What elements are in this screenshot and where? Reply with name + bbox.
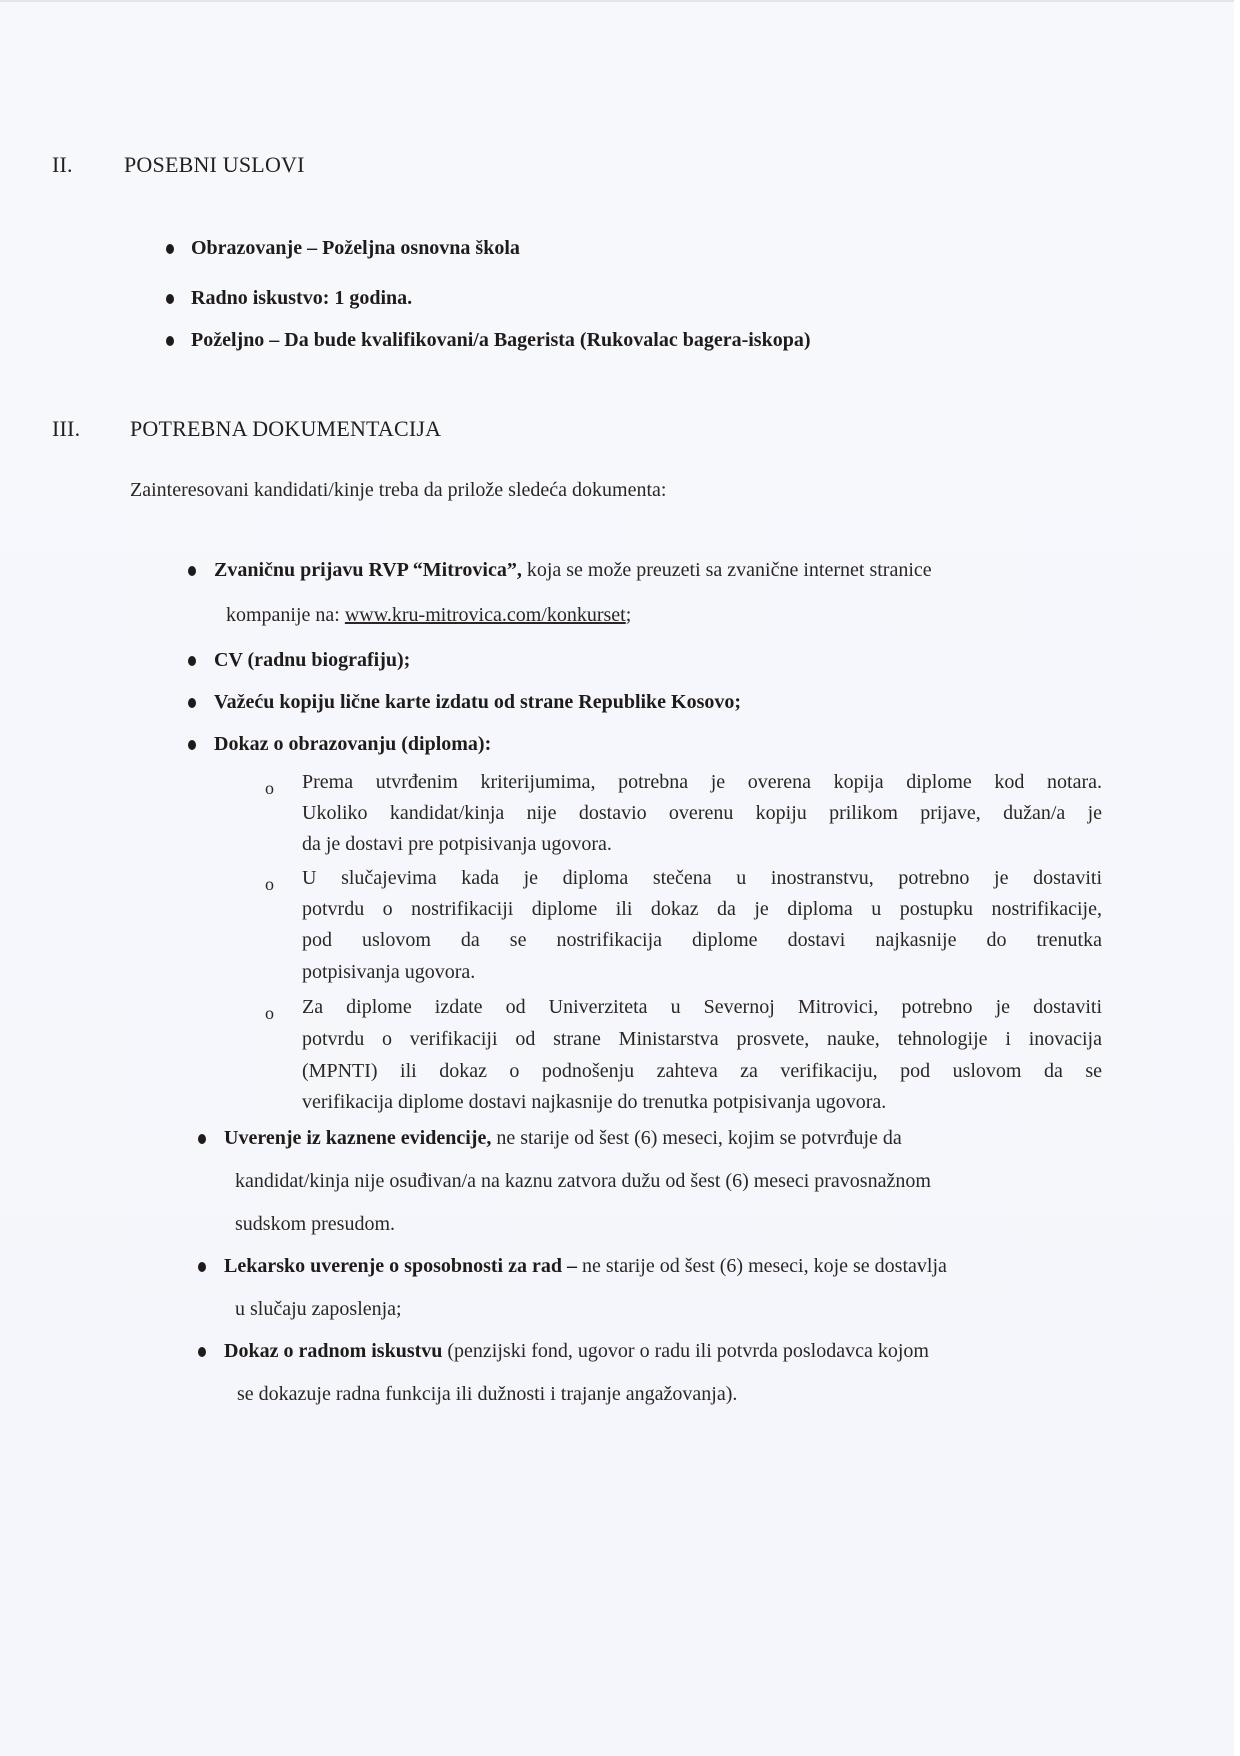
document-item-text: kompanije na: <box>226 604 340 626</box>
bullet-icon <box>198 1262 206 1272</box>
punctuation: ; <box>625 604 632 626</box>
document-item-title: Važeću kopiju lične karte izdatu od strane Republike Kosovo; <box>214 691 742 713</box>
bullet-icon <box>166 244 174 254</box>
document-item-title: Zvaničnu prijavu RVP “Mitrovica”, <box>214 559 522 581</box>
section-iii-number: III. <box>52 416 81 441</box>
list-item <box>166 330 810 350</box>
section-iii-intro: Zainteresovani kandidati/kinje treba da prilože sledeća dokumenta: <box>130 479 667 501</box>
bullet-icon <box>188 698 196 708</box>
list-item-text: Obrazovanje – Poželjna osnovna škola <box>191 237 520 259</box>
bullet-icon <box>188 656 196 666</box>
section-iii-title: POTREBNA DOKUMENTACIJA <box>130 416 442 441</box>
sub-item-line: Ukoliko kandidat/kinja nije dostavio overenu kopiju prilikom prijave, dužan/a je <box>302 802 1102 824</box>
list-item-text: Poželjno – Da bude kvalifikovani/a Bagerista (Rukovalac bagera-iskopa) <box>191 329 811 351</box>
document-item-id-card <box>188 692 741 712</box>
circle-bullet-icon: o <box>265 1003 274 1023</box>
sub-item-line: potvrdu o verifikaciji od strane Ministarstva prosvete, nauke, tehnologije i inovacija <box>302 1028 1102 1050</box>
section-ii-title: POSEBNI USLOVI <box>124 152 305 177</box>
sub-item-line: (MPNTI) ili dokaz o podnošenju zahteva za verifikaciju, pod uslovom da se <box>302 1060 1102 1082</box>
list-item <box>166 238 520 258</box>
document-item-official-application <box>188 560 932 580</box>
document-item-continuation <box>226 605 631 625</box>
document-item-text: koja se može preuzeti sa zvanične internet stranice <box>526 559 932 581</box>
bullet-icon <box>166 336 174 346</box>
document-item-title: CV (radnu biografiju); <box>214 649 411 671</box>
sub-item-line: Za diplome izdate od Univerziteta u Severnoj Mitrovici, potrebno je dostaviti <box>302 996 1102 1018</box>
bullet-icon <box>188 566 196 576</box>
circle-bullet-icon: o <box>265 778 274 798</box>
document-item-title: Lekarsko uverenje o sposobnosti za rad – <box>224 1255 577 1277</box>
document-item-title: Dokaz o obrazovanju (diploma): <box>214 733 492 755</box>
page-right-edge <box>1234 0 1240 1756</box>
sub-item-line: Prema utvrđenim kriterijumima, potrebna je overena kopija diplome kod notara. <box>302 771 1102 793</box>
sub-item-line: U slučajevima kada je diploma stečena u inostranstvu, potrebno je dostaviti <box>302 867 1102 889</box>
page-top-edge <box>0 0 1240 2</box>
document-item-text: ne starije od šest (6) meseci, kojim se potvrđuje da <box>496 1127 902 1149</box>
bullet-icon <box>198 1347 206 1357</box>
sub-item-line: pod uslovom da se nostrifikacija diplome dostavi najkasnije do trenutka <box>302 929 1102 951</box>
document-item-continuation: se dokazuje radna funkcija ili dužnosti i trajanje angažovanja). <box>237 1383 738 1405</box>
document-item-criminal-record <box>198 1128 1108 1148</box>
document-item-title: Dokaz o radnom iskustvu <box>224 1340 443 1362</box>
bullet-icon <box>188 740 196 750</box>
document-item-title: Uverenje iz kaznene evidencije, <box>224 1127 492 1149</box>
document-item-medical-certificate <box>198 1256 947 1276</box>
sub-item-line: potvrdu o nostrifikaciji diplome ili dokaz da je diploma u postupku nostrifikacije, <box>302 898 1102 920</box>
document-item-continuation: sudskom presudom. <box>235 1213 395 1235</box>
sub-item-line: verifikacija diplome dostavi najkasnije do trenutka potpisivanja ugovora. <box>302 1091 887 1113</box>
document-item-text: (penzijski fond, ugovor o radu ili potvrda poslodavca kojom <box>447 1340 929 1362</box>
bullet-icon <box>198 1134 206 1144</box>
list-item-text: Radno iskustvo: 1 godina. <box>191 287 413 309</box>
konkurset-link[interactable]: www.kru-mitrovica.com/konkurset <box>344 604 626 626</box>
section-ii-number: II. <box>52 152 73 177</box>
list-item <box>166 288 412 308</box>
document-item-diploma <box>188 734 491 754</box>
sub-item-line: potpisivanja ugovora. <box>302 961 476 983</box>
document-item-continuation: kandidat/kinja nije osuđivan/a na kaznu zatvora dužu od šest (6) meseci pravosnažnom <box>235 1170 931 1192</box>
bullet-icon <box>166 294 174 304</box>
section-ii-heading <box>52 152 305 178</box>
document-item-continuation: u slučaju zaposlenja; <box>235 1298 402 1320</box>
document-item-work-experience <box>198 1341 929 1361</box>
document-item-text: ne starije od šest (6) meseci, koje se dostavlja <box>582 1255 947 1277</box>
document-item-cv <box>188 650 410 670</box>
section-iii-heading <box>52 416 441 442</box>
circle-bullet-icon: o <box>265 874 274 894</box>
sub-item-line: da je dostavi pre potpisivanja ugovora. <box>302 833 612 855</box>
